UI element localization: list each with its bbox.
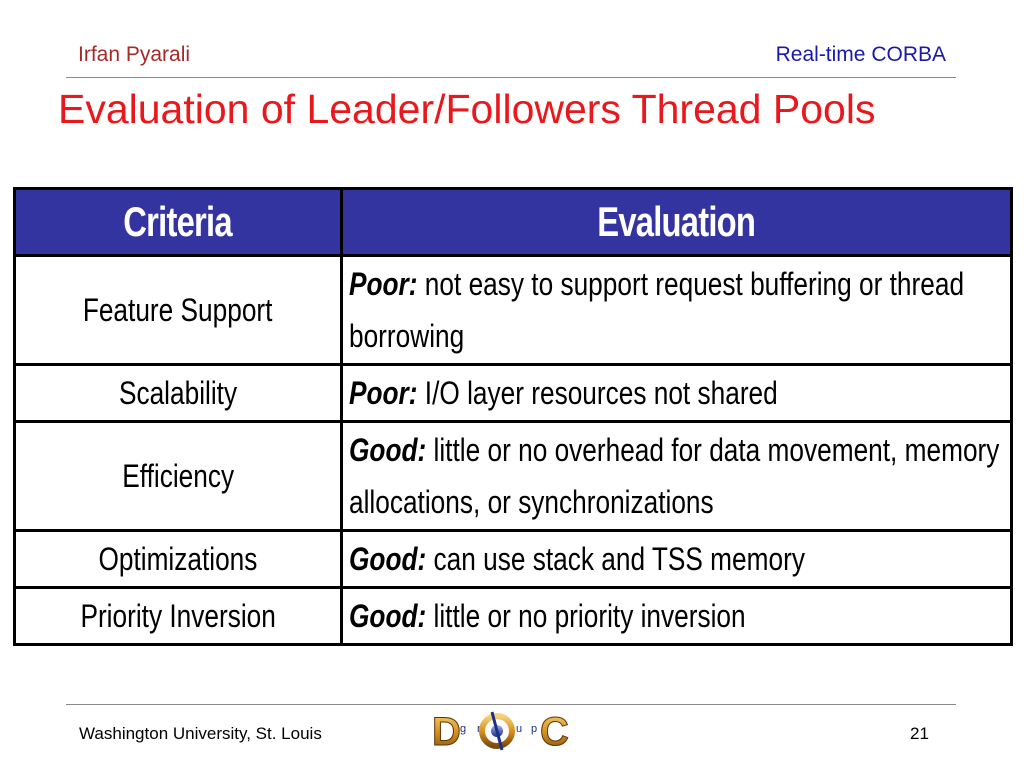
criteria-cell: Priority Inversion (15, 588, 342, 645)
verdict-label: Poor: (349, 375, 418, 411)
table-row (15, 365, 1012, 422)
author-name: Irfan Pyarali (78, 43, 191, 66)
table-row (15, 531, 1012, 588)
verdict-label: Good: (349, 432, 427, 468)
evaluation-text: not easy to support request buffering or thread borrowing (349, 266, 965, 354)
evaluation-text: little or no priority inversion (433, 598, 746, 634)
evaluation-cell (342, 588, 1012, 645)
verdict-label: Good: (349, 541, 427, 577)
page-number: 21 (910, 724, 929, 743)
table-row (15, 256, 1012, 365)
evaluation-cell (342, 256, 1012, 365)
evaluation-text: I/O layer resources not shared (424, 375, 778, 411)
column-header-criteria: Criteria (15, 189, 342, 256)
evaluation-text: can use stack and TSS memory (433, 541, 805, 577)
table-header-row (15, 189, 1012, 256)
criteria-cell: Scalability (15, 365, 342, 422)
evaluation-cell (342, 422, 1012, 531)
column-header-evaluation: Evaluation (342, 189, 1012, 256)
verdict-label: Good: (349, 598, 427, 634)
criteria-cell: Optimizations (15, 531, 342, 588)
svg-text:g: g (460, 723, 467, 735)
table-row (15, 422, 1012, 531)
table-row (15, 588, 1012, 645)
evaluation-table (13, 187, 1013, 646)
criteria-cell: Efficiency (15, 422, 342, 531)
criteria-cell: Feature Support (15, 256, 342, 365)
doc-group-logo (430, 708, 570, 754)
university-name: Washington University, St. Louis (79, 724, 322, 743)
evaluation-text: little or no overhead for data movement, memory allocations, or synchronizations (349, 432, 1000, 520)
course-title: Real-time CORBA (775, 43, 946, 66)
svg-text:r: r (477, 723, 481, 735)
header-divider (66, 77, 956, 78)
svg-text:u: u (516, 723, 523, 735)
svg-text:D: D (432, 710, 461, 754)
svg-text:C: C (540, 710, 569, 754)
evaluation-cell (342, 531, 1012, 588)
evaluation-cell (342, 365, 1012, 422)
slide-title: Evaluation of Leader/Followers Thread Pools (58, 86, 876, 132)
verdict-label: Poor: (349, 266, 418, 302)
svg-text:p: p (531, 723, 538, 735)
footer-divider (66, 704, 956, 705)
